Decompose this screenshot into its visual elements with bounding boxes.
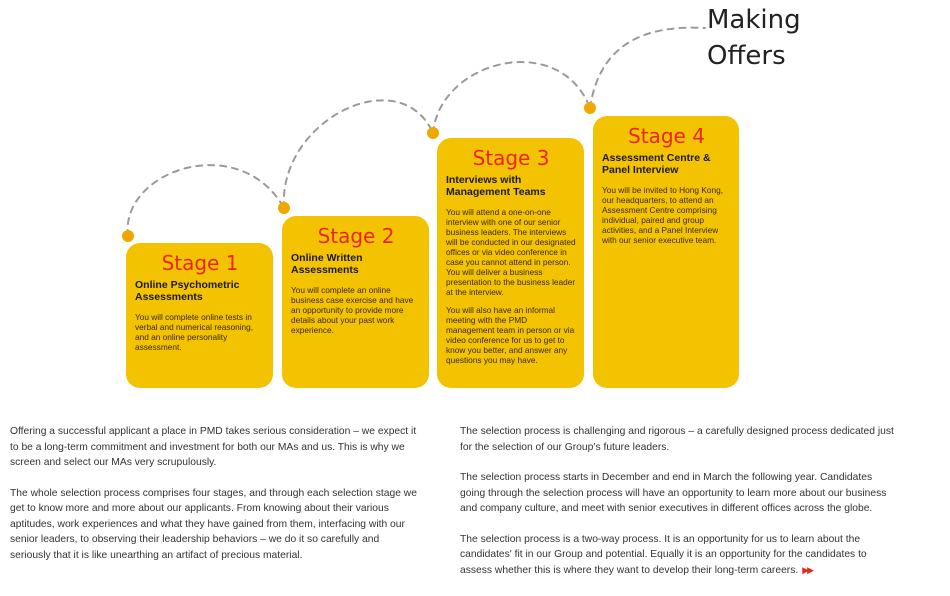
stage-3-title: Stage 3: [472, 146, 550, 170]
stage4-dot: [584, 102, 596, 114]
stage-3-text-1: You will attend a one-on-one interview with one of our senior business leaders. The interviews will be conducted in our designated offices or via video conference in case you cannot attend in person. You will deliver a business presentation to the business leader at the interview.: [446, 207, 576, 297]
stage-3-subtitle: Interviews with Management Teams: [446, 174, 546, 198]
goal-line-2: Offers: [707, 41, 786, 71]
arc-stage1-to-2: [128, 165, 284, 236]
stage2-dot: [278, 202, 290, 214]
stage-2-text: You will complete an online business case exercise and have an opportunity to provide more details about your past work experience.: [291, 285, 414, 335]
right-paragraph-2: The selection process starts in December and end in March the following year. Candidates going through the selection process will have an opportunity to learn more about our business and company culture, and meet with senior executives in different offices across the globe.: [460, 472, 887, 514]
arc-stage3-to-4: [433, 62, 590, 133]
stage-1-body: [135, 312, 265, 352]
stage-2-card: [282, 216, 429, 388]
stage1-dot: [122, 230, 134, 242]
stage-3-body: [446, 207, 576, 365]
stage-2-subtitle: Online Written Assessments: [291, 252, 363, 276]
right-paragraph-1: The selection process is challenging and rigorous – a carefully designed process dedicated just for the selection of our Group’s future leaders.: [460, 426, 894, 453]
continue-arrow-icon[interactable]: ▶▶: [802, 564, 813, 575]
making-offers-heading: [707, 2, 857, 74]
stage-2-body: [291, 285, 421, 335]
left-paragraph-1: Offering a successful applicant a place in PMD takes serious consideration – we expect it to be a long-term commitment and investment for both our MAs and us. This is why we screen and select our MAs very scrupulously.: [10, 426, 417, 468]
arc-stage4-to-offers: [590, 28, 705, 108]
stage-1-subtitle: Online Psychometric Assessments: [135, 279, 240, 303]
stage-4-text: You will be invited to Hong Kong, our headquarters, to attend an Assessment Centre comprising individual, paired and group activities, and a Panel Interview with our senior executive team.: [602, 185, 724, 245]
stage-3-card: [437, 138, 584, 388]
stage-1-card: [126, 243, 273, 388]
right-paragraph-3-text: The selection process is a two-way process. It is an opportunity for us to learn about the candidates' fit in our Group and potential. Equally it is an opportunity for the candidates to assess whether this is where they want to develop their long-term careers.: [460, 533, 867, 576]
goal-line-1: Making: [707, 5, 801, 35]
stage-2-title: Stage 2: [317, 224, 395, 248]
stage-4-card: [593, 116, 739, 388]
stage-4-subtitle: Assessment Centre & Panel Interview: [602, 152, 711, 176]
arc-stage2-to-3: [284, 100, 433, 208]
right-text-column: [460, 424, 900, 593]
stage-4-title: Stage 4: [628, 124, 705, 148]
left-text-column: [10, 424, 420, 578]
stage-1-title: Stage 1: [161, 251, 239, 275]
stage-3-text-2: You will also have an informal meeting with the PMD management team in person or via video conference for us to get to know you better, and answer any questions you may have.: [446, 305, 575, 365]
right-paragraph-3: [460, 532, 900, 579]
stage3-dot: [427, 127, 439, 139]
stage-4-body: [602, 185, 731, 245]
left-paragraph-2: The whole selection process comprises four stages, and through each selection stage we get to know more and more about our applicants. From knowing about their various aptitudes, work experiences and what they have gained from them, interfacing with our senior leaders, to observing their leadership behaviors – we do it so carefully and seriously that it is like unearthing an artifact of precious material.: [10, 487, 417, 561]
stage-1-text: You will complete online tests in verbal and numerical reasoning, and an online personality assessment.: [135, 312, 254, 352]
